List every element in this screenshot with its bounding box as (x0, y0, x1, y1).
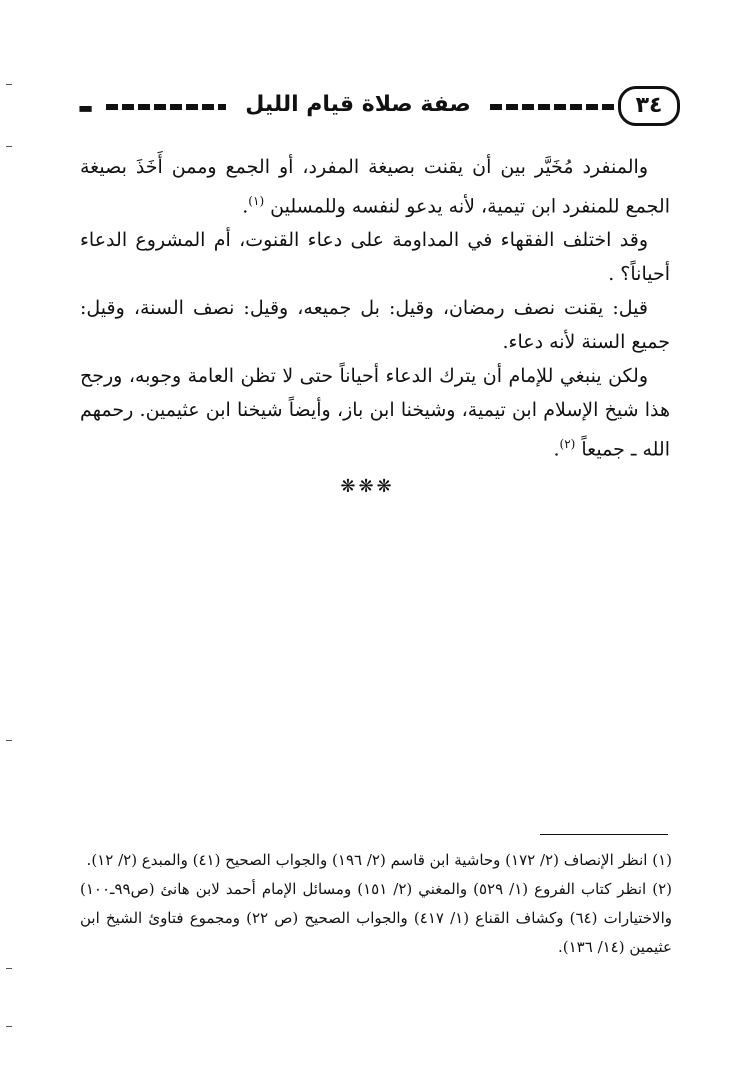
margin-tick (6, 740, 12, 741)
footnote-ref: (٢) (559, 437, 576, 452)
paragraph-tail: . (242, 195, 249, 218)
paragraph (80, 150, 670, 223)
paragraph: وقد اختلف الفقهاء في المداومة على دعاء القنوت، أم المشروع الدعاء أحياناً؟ . (80, 229, 670, 286)
paragraph-text: والمنفرد مُخَيَّر بين أن يقنت بصيغة المفرد، أو الجمع وممن أَخَذَ بصيغة الجمع للمنفرد ابن تيمية، لأنه يدعو لنفسه وللمسلين (80, 156, 670, 218)
header-rule-right (490, 104, 618, 110)
footnote: (٢) انظر كتاب الفروع (١/ ٥٢٩) والمغني (٢/ ١٥١) ومسائل الإمام أحمد لابن هانئ (ص٩٩ـ١٠٠) والاختيارات (٦٤) وكشاف القناع (١/ ٤١٧) والجواب الصحيح (ص ٢٢) ومجموع فتاوئ الشيخ ابن عثيمين (١٤/ ١٣٦). (80, 880, 672, 956)
header-rule-left (106, 104, 226, 110)
paragraph: قيل: يقنت نصف رمضان، وقيل: بل جميعه، وقيل: نصف السنة، وقيل: جميع السنة لأنه دعاء. (80, 297, 670, 354)
page-header (78, 86, 670, 126)
running-title: صفة صلاة قيام الليل (245, 92, 471, 117)
page-number: ٣٤ (618, 86, 680, 126)
margin-tick (6, 146, 12, 147)
paragraph-tail: . (553, 438, 560, 461)
main-text (80, 150, 670, 467)
paragraph-text: ولكن ينبغي للإمام أن يترك الدعاء أحياناً حتى لا تظن العامة وجوبه، ورجح هذا شيخ الإسلام ابن تيمية، وشيخنا ابن باز، وأيضاً شيخنا ابن عثيمين. رحمهم الله ـ جميعاً (80, 365, 670, 461)
footnote: (١) انظر الإنصاف (٢/ ١٧٢) وحاشية ابن قاسم (٢/ ١٩٦) والجواب الصحيح (٤١) والمبدع (٢/ ١٢). (86, 851, 672, 869)
margin-tick (6, 968, 12, 969)
footnote-ref: (١) (248, 194, 265, 208)
paragraph (80, 359, 670, 466)
section-separator: ❋❋❋ (340, 476, 395, 497)
margin-tick (6, 1026, 12, 1027)
header-end-mark: ▬ (78, 98, 94, 117)
margin-tick (6, 84, 12, 85)
footnotes (80, 846, 672, 962)
footnote-divider (540, 834, 668, 835)
